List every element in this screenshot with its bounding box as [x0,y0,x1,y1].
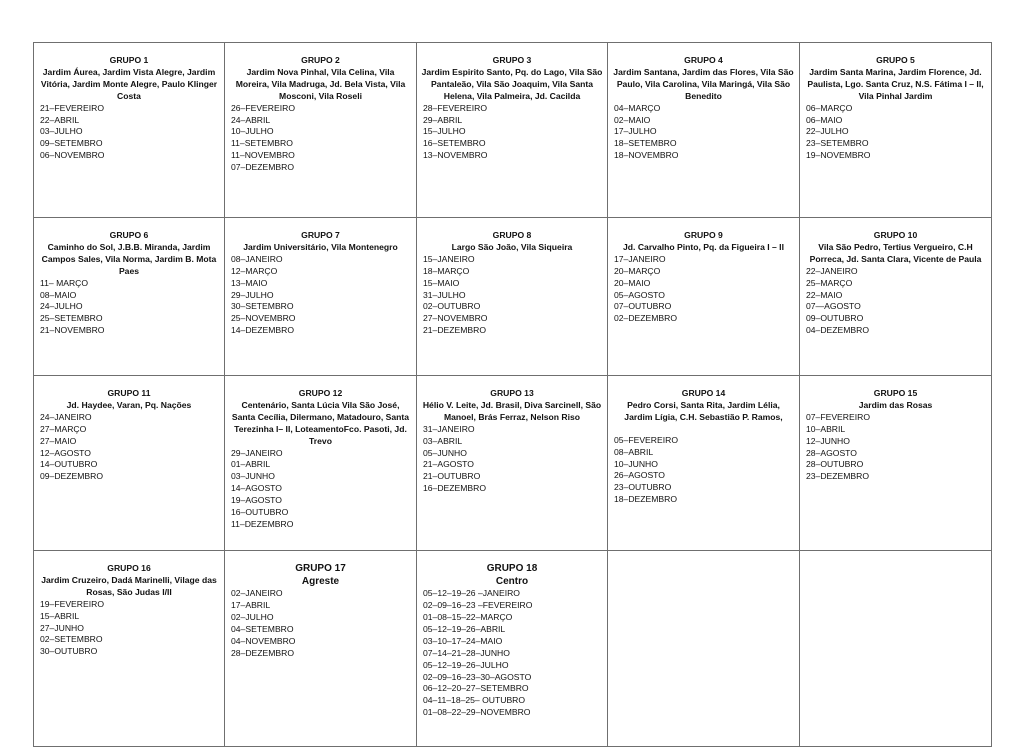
date-item: 31–JULHO [423,289,466,300]
group-title: GRUPO 8 [492,230,532,240]
date-item: 29–JULHO [231,289,274,300]
group-dates [612,254,795,325]
date-item: 19–NOVEMBRO [806,150,871,161]
group-cell [34,218,225,376]
date-item: 10–JUNHO [614,458,658,469]
group-title: GRUPO 13 [490,388,534,398]
date-item: 14–AGOSTO [231,483,282,494]
date-item: 18–MARÇO [423,265,470,276]
date-item: 07–FEVEREIRO [806,411,870,422]
group-cell [608,218,800,376]
date-item: 16–OUTUBRO [231,507,289,518]
date-item: 25–MARÇO [806,277,853,288]
date-item: 04–SETEMBRO [231,623,294,634]
date-item: 31–JANEIRO [423,423,475,434]
date-item: 20–MARÇO [614,265,661,276]
date-item: 05–12–19–26–JULHO [423,659,509,670]
date-item: 16–DEZEMBRO [423,483,487,494]
group-title: GRUPO 11 [107,388,151,398]
group-title: GRUPO 9 [684,230,723,240]
group-title: GRUPO 1 [109,55,149,65]
date-item: 21–AGOSTO [423,459,474,470]
date-item: 21–NOVEMBRO [40,325,105,336]
date-item: 02–JULHO [231,612,274,622]
date-item: 13–MAIO [231,277,268,288]
date-item: 23–DEZEMBRO [806,471,870,482]
date-item: 27–JUNHO [40,622,84,633]
date-item: 04–MARÇO [614,102,661,113]
group-dates [804,412,987,483]
group-title: GRUPO 5 [876,55,915,65]
date-item: 27–NOVEMBRO [423,313,488,324]
group-cell [34,551,225,747]
date-item: 17–JANEIRO [614,253,666,264]
date-item: 28–FEVEREIRO [423,102,487,113]
group-cell [417,376,608,551]
date-item: 11–SETEMBRO [231,138,293,149]
empty-cell [800,551,992,747]
group-cell [417,218,608,376]
date-item: 09–SETEMBRO [40,138,103,149]
date-item: 15–ABRIL [40,610,80,621]
date-item: 18–DEZEMBRO [614,494,678,505]
group-dates [229,448,412,531]
date-item: 04–NOVEMBRO [231,635,296,646]
date-item: 01–08–15–22–MARÇO [423,612,513,622]
group-neighborhoods: Centro [495,575,529,587]
group-neighborhoods: Pedro Corsi, Santa Rita, Jardim Lélia, Jardim Lígia, C.H. Sebastião P. Ramos, [624,399,783,422]
date-item: 02–JANEIRO [231,588,283,599]
group-dates [38,599,220,659]
group-cell [34,376,225,551]
date-item: 21–DEZEMBRO [423,325,487,336]
date-item: 05–AGOSTO [614,289,665,300]
date-item: 07–DEZEMBRO [231,162,295,173]
date-item: 02–OUTUBRO [423,301,481,312]
date-item: 21–FEVEREIRO [40,102,104,113]
group-title: GRUPO 16 [107,563,151,573]
date-item: 24–JULHO [40,301,83,312]
group-title: GRUPO 15 [873,388,918,398]
group-neighborhoods: Jd. Haydee, Varan, Pq. Nações [66,399,192,410]
date-item: 22–JULHO [806,126,849,137]
date-item: 05–JUNHO [423,447,467,458]
group-dates [229,103,412,174]
date-item: 30–SETEMBRO [231,301,294,312]
group-dates [229,254,412,337]
date-item: 03–JUNHO [231,471,275,482]
group-dates [421,588,603,719]
date-item: 06–MAIO [806,114,843,125]
date-item: 02–SETEMBRO [40,634,103,645]
date-item: 28–AGOSTO [806,447,857,458]
group-cell [34,43,225,218]
group-neighborhoods: Jardim das Rosas [858,399,933,410]
group-neighborhoods: Vila São Pedro, Tertius Vergueiro, C.H Porreca, Jd. Santa Clara, Vicente de Paula [809,241,982,264]
group-cell [800,376,992,551]
date-item: 24–JANEIRO [40,411,92,422]
group-cell [225,218,417,376]
date-item: 10–JULHO [231,126,274,137]
group-dates [612,435,795,506]
date-item: 19–AGOSTO [231,495,282,506]
group-dates [612,103,795,163]
date-item: 12–AGOSTO [40,447,91,458]
group-title: GRUPO 12 [298,388,343,398]
group-neighborhoods: Jardim Áurea, Jardim Vista Alegre, Jardim Vitória, Jardim Monte Alegre, Paulo Klinger Costa [40,66,218,101]
group-dates [421,103,603,163]
group-title: GRUPO 7 [301,230,340,240]
date-item: 01–08–22–29–NOVEMBRO [423,707,531,718]
date-item: 10–ABRIL [806,423,846,434]
group-neighborhoods: Agreste [301,575,340,587]
date-item: 02–DEZEMBRO [614,313,678,324]
group-dates [804,103,987,163]
date-item: 14–OUTUBRO [40,459,98,470]
date-item: 06–NOVEMBRO [40,150,105,161]
date-item: 03–ABRIL [423,435,463,446]
group-cell [800,43,992,218]
date-item: 08–MAIO [40,289,77,300]
date-item: 03–JULHO [40,126,83,137]
date-item: 25–SETEMBRO [40,313,103,324]
table-row [34,218,992,376]
group-cell [608,43,800,218]
group-neighborhoods: Centenário, Santa Lúcia Vila São José, Santa Cecília, Dilermano, Matadouro, Santa Terezinha I– II, LoteamentoFco. Pasoti, Jd. Trevo [231,399,410,446]
group-dates [421,254,603,337]
date-item: 12–JUNHO [806,435,850,446]
date-item: 05–12–19–26 –JANEIRO [423,588,520,599]
date-item: 27–MARÇO [40,423,87,434]
date-item: 21–OUTUBRO [423,471,481,482]
date-item: 03–10–17–24–MAIO [423,635,503,646]
date-item: 06–12–20–27–SETEMBRO [423,683,529,694]
group-neighborhoods: Jardim Nova Pinhal, Vila Celina, Vila Moreira, Vila Madruga, Jd. Bela Vista, Vila Mosconi, Vila Roseli [235,66,406,101]
date-item: 08–ABRIL [614,446,654,457]
date-item: 29–ABRIL [423,114,463,125]
date-item: 24–ABRIL [231,114,271,125]
group-neighborhoods: Hélio V. Leite, Jd. Brasil, Diva Sarcinell, São Manoel, Brás Ferraz, Nelson Riso [422,399,602,422]
date-item: 08–JANEIRO [231,253,283,264]
date-item: 06–MARÇO [806,102,853,113]
date-item: 04–DEZEMBRO [806,325,870,336]
date-item: 22–MAIO [806,289,843,300]
date-item: 17–JULHO [614,126,657,137]
group-cell [417,551,608,747]
empty-cell [608,551,800,747]
group-neighborhoods: Largo São João, Vila Siqueira [451,241,573,252]
date-item: 19–FEVEREIRO [40,598,104,609]
date-item: 22–ABRIL [40,114,80,125]
group-cell [225,376,417,551]
date-item: 11–DEZEMBRO [231,518,294,529]
group-title: GRUPO 17 [295,563,346,574]
date-item: 07—AGOSTO [806,301,861,312]
date-item: 16–SETEMBRO [423,138,486,149]
date-item: 02–09–16–23 –FEVEREIRO [423,600,533,611]
date-item: 07–14–21–28–JUNHO [423,647,510,658]
group-dates [38,278,220,338]
group-neighborhoods: Jardim Cruzeiro, Dadá Marinelli, Vilage das Rosas, São Judas I/II [41,574,217,597]
date-item: 17–ABRIL [231,600,271,611]
date-item: 01–ABRIL [231,459,271,470]
group-neighborhoods: Jardim Santa Marina, Jardim Florence, Jd. Paulista, Lgo. Santa Cruz, N.S. Fátima I – II, Vila Pinhal Jardim [807,66,984,101]
group-title: GRUPO 2 [301,55,340,65]
date-item: 13–NOVEMBRO [423,150,488,161]
date-item: 26–FEVEREIRO [231,102,295,113]
group-cell [225,43,417,218]
group-cell [225,551,417,747]
date-item: 09–DEZEMBRO [40,471,104,482]
date-item: 26–AGOSTO [614,470,665,481]
date-item: 14–DEZEMBRO [231,325,295,336]
group-dates [804,266,987,337]
group-neighborhoods: Jardim Espirito Santo, Pq. do Lago, Vila São Pantaleão, Vila São Joaquim, Vila Santa Helena, Vila Palmeira, Jd. Cacilda [421,66,603,101]
group-title: GRUPO 4 [684,55,723,65]
group-dates [38,103,220,163]
schedule-table [33,42,992,747]
group-dates [229,588,412,659]
date-item: 20–MAIO [614,277,651,288]
table-row [34,551,992,747]
date-item: 05–FEVEREIRO [614,434,678,445]
group-title: GRUPO 10 [873,230,918,240]
date-item: 28–DEZEMBRO [231,647,295,658]
date-item: 12–MARÇO [231,265,278,276]
date-item: 23–OUTUBRO [614,482,672,493]
table-row [34,43,992,218]
date-item: 15–JANEIRO [423,253,475,264]
date-item: 30–OUTUBRO [40,646,98,657]
group-cell [800,218,992,376]
group-title: GRUPO 18 [486,563,538,574]
date-item: 22–JANEIRO [806,265,858,276]
date-item: 15–MAIO [423,277,460,288]
group-cell [417,43,608,218]
date-item: 11–NOVEMBRO [231,150,295,161]
date-item: 18–NOVEMBRO [614,150,679,161]
date-item: 18–SETEMBRO [614,138,677,149]
group-neighborhoods: Jardim Universitário, Vila Montenegro [243,241,398,252]
group-neighborhoods: Jd. Carvalho Pinto, Pq. da Figueira I – II [623,241,784,252]
group-title: GRUPO 14 [681,388,726,398]
date-item: 15–JULHO [423,126,466,137]
date-item: 04–11–18–25– OUTUBRO [423,695,526,706]
group-dates [38,412,220,483]
table-row [34,376,992,551]
group-neighborhoods: Jardim Santana, Jardim das Flores, Vila São Paulo, Vila Carolina, Vila Maringá, Vila São Benedito [613,66,794,101]
group-title: GRUPO 3 [492,55,532,65]
group-dates [421,424,603,495]
group-neighborhoods: Caminho do Sol, J.B.B. Miranda, Jardim Campos Sales, Vila Norma, Jardim B. Mota Paes [41,241,217,276]
date-item: 07–OUTUBRO [614,301,672,312]
date-item: 11– MARÇO [40,277,89,288]
date-item: 28–OUTUBRO [806,459,864,470]
date-item: 02–09–16–23–30–AGOSTO [423,671,532,682]
group-title: GRUPO 6 [109,230,149,240]
date-item: 02–MAIO [614,114,651,125]
date-item: 09–OUTUBRO [806,313,864,324]
group-cell [608,376,800,551]
date-item: 23–SETEMBRO [806,138,869,149]
date-item: 25–NOVEMBRO [231,313,296,324]
date-item: 27–MAIO [40,435,77,446]
date-item: 05–12–19–26–ABRIL [423,623,506,634]
date-item: 29–JANEIRO [231,447,283,458]
